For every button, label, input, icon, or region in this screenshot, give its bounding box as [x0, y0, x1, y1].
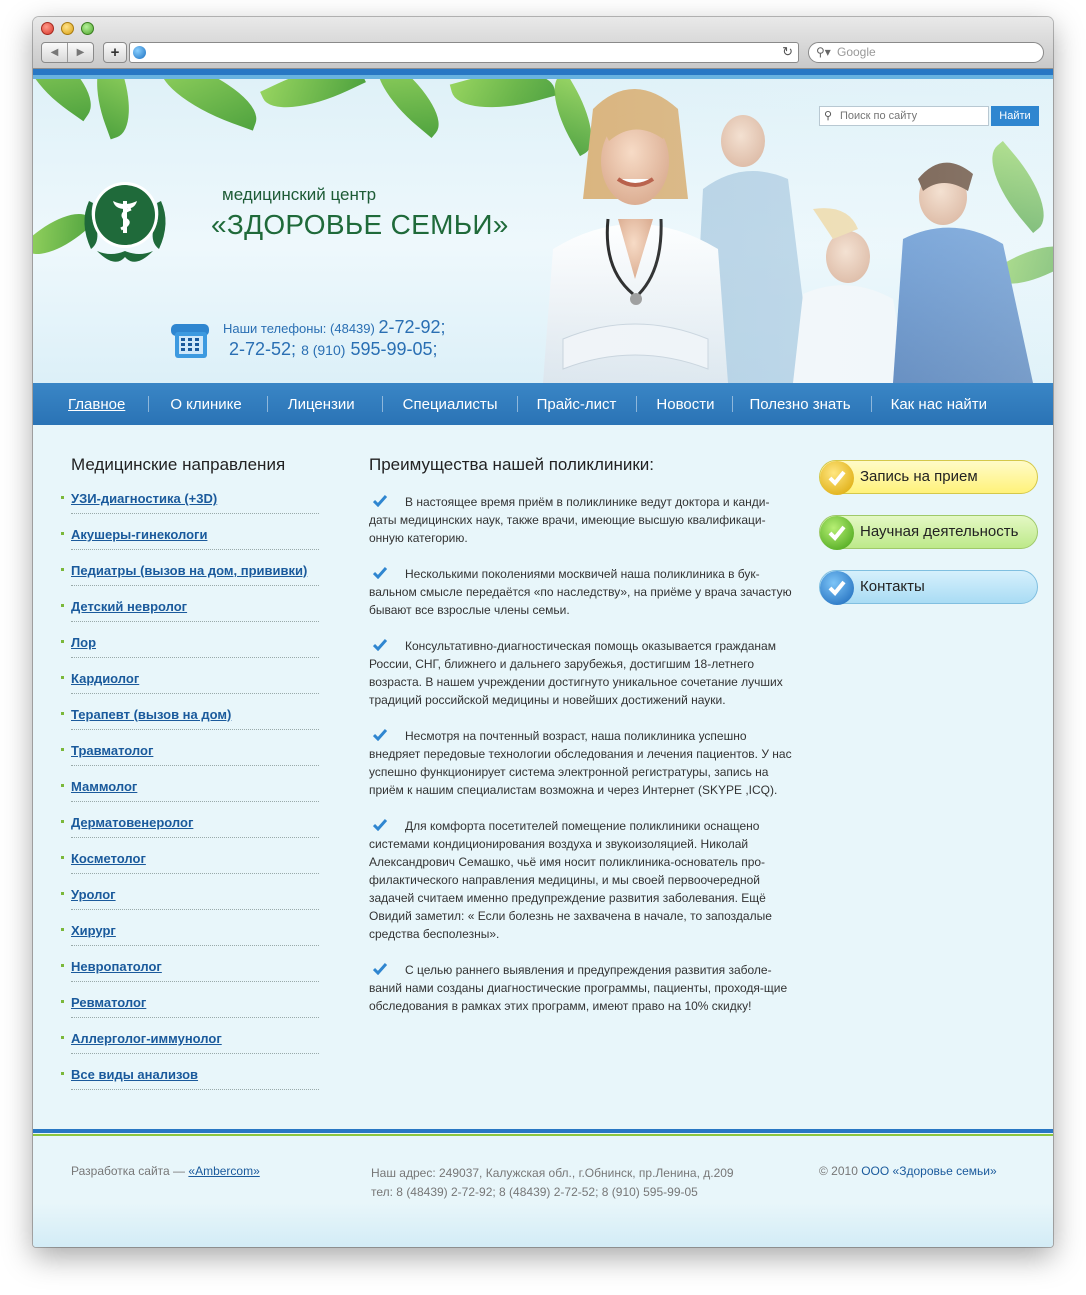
phone-number: 595-99-05;	[350, 339, 438, 359]
globe-icon	[133, 46, 146, 59]
directions-title: Медицинские направления	[71, 455, 286, 474]
copyright	[819, 1164, 997, 1178]
menu-separator	[871, 396, 872, 412]
menu-separator	[382, 396, 383, 412]
list-item	[71, 812, 311, 848]
direction-link[interactable]: Лор	[71, 635, 97, 650]
site-search-input[interactable]	[819, 106, 989, 126]
phones-label: Наши телефоны:	[223, 321, 327, 336]
company-link[interactable]: ООО «Здоровье семьи»	[861, 1164, 997, 1178]
menu-item-home[interactable]: Главное	[68, 395, 126, 413]
site-search-form	[819, 106, 1031, 126]
checkmark-icon	[373, 963, 387, 975]
menu-item-directions[interactable]: Как нас найти	[890, 395, 987, 413]
logo-title: «ЗДОРОВЬЕ СЕМЬИ»	[211, 209, 509, 240]
site-footer	[33, 1137, 1053, 1247]
add-bookmark-button[interactable]: +	[103, 42, 127, 63]
leaf-decoration	[260, 79, 366, 124]
advantages-title: Преимущества нашей поликлиники:	[369, 455, 654, 474]
browser-search-placeholder: Google	[837, 45, 876, 59]
developer-link[interactable]: «Ambercom»	[188, 1164, 260, 1178]
direction-link[interactable]: Невропатолог	[71, 959, 162, 974]
menu-separator	[267, 396, 268, 412]
side-buttons	[819, 460, 1038, 625]
address-bar[interactable]	[129, 42, 799, 63]
direction-link[interactable]: Травматолог	[71, 743, 154, 758]
list-item	[71, 632, 311, 668]
direction-link[interactable]: Дерматовенеролог	[71, 815, 194, 830]
direction-link[interactable]: Все виды анализов	[71, 1067, 199, 1082]
advantage-text: В настоящее время приём в поликлинике ведут доктора и канди-даты медицинских наук, также врачи, имеющие высшую квалификаци-онную категорию.	[369, 495, 770, 545]
checkmark-icon	[373, 819, 387, 831]
phone-numbers	[223, 317, 446, 360]
site-header	[33, 79, 1053, 383]
list-item	[71, 740, 311, 776]
copyright-year: © 2010	[819, 1164, 858, 1178]
checkmark-icon	[373, 495, 387, 507]
science-button[interactable]	[819, 515, 1038, 549]
close-window-button[interactable]	[41, 22, 54, 35]
caduceus-logo-icon	[75, 171, 175, 271]
list-item	[71, 848, 311, 884]
telephone-icon	[169, 322, 211, 360]
list-item	[71, 668, 311, 704]
list-item	[71, 956, 311, 992]
direction-link[interactable]: Педиатры (вызов на дом, прививки)	[71, 563, 308, 578]
direction-link[interactable]: Терапевт (вызов на дом)	[71, 707, 232, 722]
footer-address: Наш адрес: 249037, Калужская обл., г.Обнинск, пр.Ленина, д.209	[371, 1166, 734, 1180]
checkmark-icon	[373, 729, 387, 741]
menu-item-useful-info[interactable]: Полезно знать	[749, 395, 851, 413]
menu-item-licenses[interactable]: Лицензии	[287, 395, 355, 413]
logo-subtitle: медицинский центр	[222, 185, 377, 204]
advantage-paragraph	[369, 493, 794, 547]
leaf-decoration	[149, 79, 266, 131]
forward-button[interactable]: ▶	[67, 43, 93, 62]
phone-number: 2-72-52;	[229, 339, 297, 359]
advantage-paragraph	[369, 637, 794, 709]
menu-item-news[interactable]: Новости	[656, 395, 715, 413]
direction-link[interactable]: Ревматолог	[71, 995, 147, 1010]
direction-link[interactable]: Детский невролог	[71, 599, 188, 614]
checkmark-icon	[373, 639, 387, 651]
browser-toolbar	[33, 17, 1053, 69]
advantage-paragraph	[369, 727, 794, 799]
list-item	[71, 1028, 311, 1064]
main-navigation	[33, 383, 1053, 425]
search-icon: ⚲▾	[816, 45, 831, 59]
developer-prefix: Разработка сайта —	[71, 1164, 186, 1178]
directions-list	[71, 488, 311, 1100]
check-circle-icon	[820, 516, 854, 550]
list-item	[71, 488, 311, 524]
list-item	[71, 884, 311, 920]
phone-number: 2-72-92;	[378, 317, 446, 337]
direction-link[interactable]: Акушеры-гинекологи	[71, 527, 208, 542]
menu-item-price-list[interactable]: Прайс-лист	[536, 395, 617, 413]
leaf-decoration	[33, 79, 106, 121]
history-buttons	[41, 42, 94, 63]
zoom-window-button[interactable]	[81, 22, 94, 35]
advantage-text: С целью раннего выявления и предупреждения развития заболе-ваний нами созданы диагностические программы, пациенты, проходя-щие обследования в рамках этих программ, имеют право на 10% скидку!	[369, 963, 788, 1013]
list-item	[71, 596, 311, 632]
direction-link[interactable]: Кардиолог	[71, 671, 140, 686]
advantage-paragraph	[369, 961, 794, 1015]
phone-code: 8 (910)	[301, 342, 346, 358]
search-icon: ⚲	[824, 110, 833, 122]
advantage-paragraph	[369, 565, 794, 619]
menu-item-specialists[interactable]: Специалисты	[402, 395, 498, 413]
advantage-text: Консультативно-диагностическая помощь оказывается гражданам России, СНГ, ближнего и дальнего зарубежья, достигшим 18-летнего возраста. В нашем учреждении достигнуто уникальное сочетание лучших традиций российской медицины и новейших достижений науки.	[369, 639, 783, 707]
browser-search-field[interactable]	[808, 42, 1044, 63]
direction-link[interactable]: Уролог	[71, 887, 116, 902]
footer-address-block	[371, 1164, 734, 1202]
direction-link[interactable]: Хирург	[71, 923, 116, 938]
list-item	[71, 704, 311, 740]
list-item	[71, 560, 311, 596]
leaf-decoration	[83, 79, 142, 139]
top-stripe	[33, 69, 1053, 79]
list-item	[71, 776, 311, 812]
direction-link[interactable]: УЗИ-диагностика (+3D)	[71, 491, 218, 506]
menu-separator	[148, 396, 149, 412]
advantage-text: Несмотря на почтенный возраст, наша поликлиника успешно внедряет передовые технологии обследования и лечения пациентов. У нас успешно функционирует система электронной регистратуры, запись на приём к нашим специалистам возможна и через Интернет (SKYPE ,ICQ).	[369, 729, 792, 797]
menu-item-about[interactable]: О клинике	[170, 395, 242, 413]
list-item	[71, 920, 311, 956]
list-item	[71, 1064, 311, 1100]
footer-phones: тел: 8 (48439) 2-72-92; 8 (48439) 2-72-52; 8 (910) 595-99-05	[371, 1185, 698, 1199]
advantage-text: Несколькими поколениями москвичей наша поликлиника в бук-вальном смысле передаётся «по наследству», на приёме у врача зачастую бывают все взрослые члены семьи.	[369, 567, 792, 617]
leaf-decoration	[363, 79, 454, 138]
browser-window	[33, 17, 1053, 1247]
appointment-label: Запись на прием	[860, 468, 978, 485]
check-circle-icon	[820, 461, 854, 495]
directions-column	[71, 455, 311, 1100]
menu-separator	[636, 396, 637, 412]
direction-link[interactable]: Косметолог	[71, 851, 146, 866]
list-item	[71, 524, 311, 560]
phone-code: (48439)	[330, 321, 375, 336]
checkmark-icon	[373, 567, 387, 579]
developer-credit	[71, 1164, 260, 1178]
advantages-column	[369, 455, 794, 1033]
advantage-paragraph	[369, 817, 794, 943]
reload-icon[interactable]: ↻	[782, 44, 793, 59]
menu-separator	[517, 396, 518, 412]
back-button[interactable]: ◀	[50, 47, 59, 58]
contacts-label: Контакты	[860, 578, 925, 595]
menu-separator	[732, 396, 733, 412]
direction-link[interactable]: Маммолог	[71, 779, 138, 794]
contacts-button[interactable]	[819, 570, 1038, 604]
list-item	[71, 992, 311, 1028]
minimize-window-button[interactable]	[61, 22, 74, 35]
appointment-button[interactable]	[819, 460, 1038, 494]
footer-divider	[33, 1129, 1053, 1137]
advantage-text: Для комфорта посетителей помещение поликлиники оснащено системами кондиционирования воздуха и звукоизоляцией. Николай Александрович Семашко, чьё имя носит поликлиника-основатель про-филактического направления медицины, и мы своей первоочередной задачей считаем именно предупреждение развития заболевания. Ещё Овидий заметил: « Если болезнь не захвачена в начале, то запоздалые средства бесполезны».	[369, 819, 772, 941]
web-page	[33, 69, 1053, 1247]
direction-link[interactable]: Аллерголог-иммунолог	[71, 1031, 222, 1046]
science-label: Научная деятельность	[860, 523, 1019, 540]
main-content	[33, 425, 1053, 1131]
search-button[interactable]: Найти	[991, 106, 1039, 126]
check-circle-icon	[820, 571, 854, 605]
